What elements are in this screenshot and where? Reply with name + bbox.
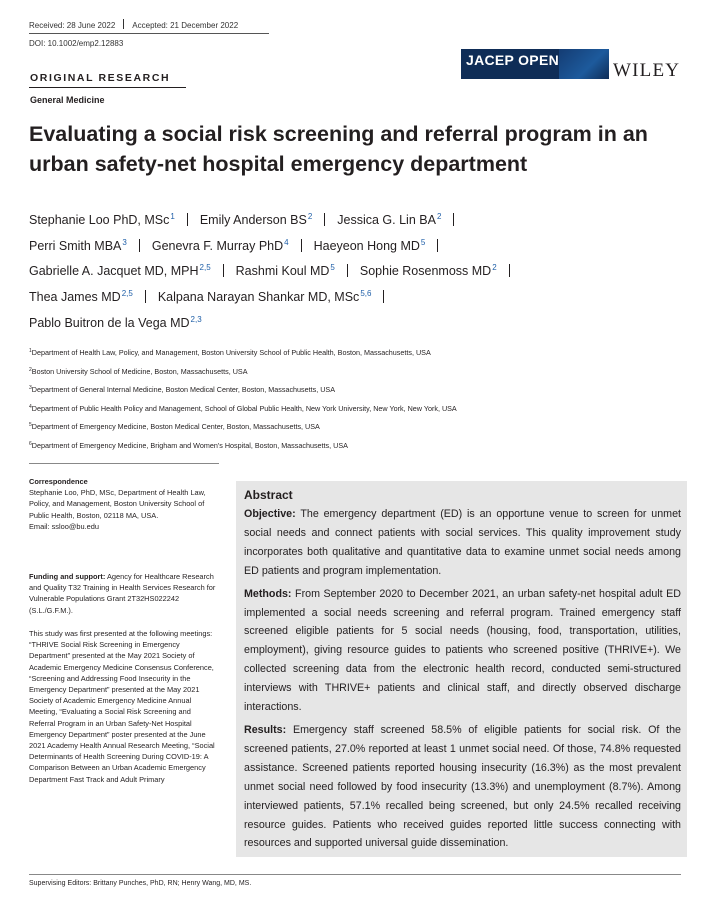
affiliation: $^4$Department of Public Health Policy and Management, School of Global Public Health, New York University, New York, New York, USA (29, 403, 457, 413)
author: Thea James MD$^{2,5}$ (29, 289, 133, 305)
section-rule (29, 87, 186, 88)
presented-note: This study was first presented at the following meetings: “THRIVE Social Risk Screening in Emergency Department” presented at the May 2021 Society of Academic Emergency Medicine Consensus Conference, “Screening and Addressing Food Insecurity in the Emergency Department” presented at the May 2021 Society of Academic Emergency Medicine Annual Meeting, “Evaluating a Social Risk Screening and Referral Program in an Urban Safety-Net Hospital Emergency Department” poster presented at the June 2021 Academy Health Annual Research Meeting, “Social Determinants of Health Screening During COVID-19: A Comparison Between an Urban Academic Emergency Department Fast Track and Adult Primary (29, 629, 215, 784)
author-list (29, 206, 679, 335)
abstract-methods: Methods: From September 2020 to December 2021, an urban safety-net hospital adult ED implemented a social needs screening and referral program. Trained emergency staff screened eligible patients for 5 social needs (housing, food, transportation, utilities, employment), giving resource guides to patients who screened positive (THRIVE+). We collected screening data from the electronic health record, conducted semi-structured interviews with THRIVE+ patients and clinical staff, and directly observed discharge interactions. (244, 587, 681, 714)
email-label: Email: (29, 521, 52, 531)
footer-rule (29, 874, 681, 875)
affiliation: $^5$Department of Emergency Medicine, Boston Medical Center, Boston, Massachusetts, USA (29, 422, 320, 432)
affiliation: $^6$Department of Emergency Medicine, Brigham and Women’s Hospital, Boston, Massachusetts, USA (29, 440, 348, 450)
received-accepted-line (29, 19, 238, 30)
correspondence-body: Stephanie Loo, PhD, MSc, Department of Health Law, Policy, and Management, Boston University School of Public Health, Boston, 02118 MA, USA. (29, 488, 206, 520)
author: Stephanie Loo PhD, MSc$^1$ (29, 212, 175, 227)
abstract-objective: Objective: The emergency department (ED) is an opportune venue to screen for unmet social needs and connect patients with social services. This quality improvement study incorporates both qualitative and quantitative data to examine unmet social needs among ED patients and program implementation. (244, 508, 681, 577)
affiliation: $^1$Department of Health Law, Policy, and Management, Boston University School of Public Health, Boston, Massachusetts, USA (29, 348, 431, 357)
paper-title: Evaluating a social risk screening and referral program in an urban safety-net hospital emergency department (29, 122, 648, 176)
accepted-date: Accepted: 21 December 2022 (132, 21, 239, 30)
funding-body: Agency for Healthcare Research and Quality T32 Training in Health Services Research for Vulnerable Populations Grant 2T32HS022242 (S.L./G.F.M.). (29, 572, 216, 615)
correspondence-heading: Correspondence (29, 477, 88, 486)
funding-heading: Funding and support: (29, 572, 106, 581)
journal-logo (461, 49, 609, 79)
funding (29, 571, 219, 616)
subsection-label: General Medicine (30, 95, 105, 105)
author: Haeyeon Hong $MD^5$ (313, 237, 426, 253)
journal-logo-text: JACEP OPEN (466, 52, 559, 68)
logo-stripe (559, 49, 609, 79)
author: Jessica G. Lin $BA^2$ (337, 212, 442, 227)
section-label: ORIGINAL RESEARCH (30, 72, 171, 84)
correspondence (29, 476, 219, 532)
affiliation: $^3$Department of General Internal Medicine, Boston Medical Center, Boston, Massachusetts, USA (29, 385, 336, 395)
author: Genevra F. Murray PhD$^4$ (151, 237, 289, 253)
author: Sophie Rosenmoss $MD^2$ (359, 263, 497, 279)
header-rule (29, 33, 269, 34)
affiliation: $^2$Boston University School of Medicine, Boston, Massachusetts, USA (29, 366, 248, 376)
abstract-results: Results: Emergency staff screened 58.5% of eligible patients for social risk. Of the screened patients, 27.0% reported at least 1 unmet social need. Of those, 74.8% requested assistance. Screened patients reported housing insecurity (16.3%) as the most prevalent unmet social need followed by food insecurity (13.3%) and unemployment (8.7%). Among interviewed patients, 57.1% recalled being screened, but only 24.5% recalled receiving resource guides. Patients who received guides reported little success connecting with resources and supported universal guide dissemination. (244, 723, 681, 850)
abstract-heading: Abstract (244, 488, 293, 502)
email-link[interactable]: ssloo@bu.edu (51, 521, 99, 531)
publisher-logo: WILEY (613, 60, 681, 81)
separator (123, 19, 124, 29)
author: Emily Anderson $BS^2$ (199, 212, 313, 227)
doi: DOI: 10.1002/emp2.12883 (29, 39, 124, 48)
author: Perri Smith MBA$^3$ (29, 237, 127, 253)
author: Kalpana Narayan Shankar MD, MSc$^{5,6}$ (157, 289, 372, 305)
sidebar-rule (29, 463, 219, 464)
supervising-editors: Supervising Editors: Brittany Punches, PhD, RN; Henry Wang, MD, MS. (29, 880, 252, 887)
author: Gabrielle A. Jacquet MD, MPH$^{2,5}$ (29, 263, 211, 279)
abstract-body (244, 505, 681, 857)
received-date: Received: 28 June 2022 (29, 21, 116, 30)
author: Pablo Buitron de la Vega MD$^{2,3}$ (29, 314, 202, 330)
author: Rashmi Koul $MD^5$ (235, 263, 335, 279)
affiliation-list (29, 343, 679, 455)
